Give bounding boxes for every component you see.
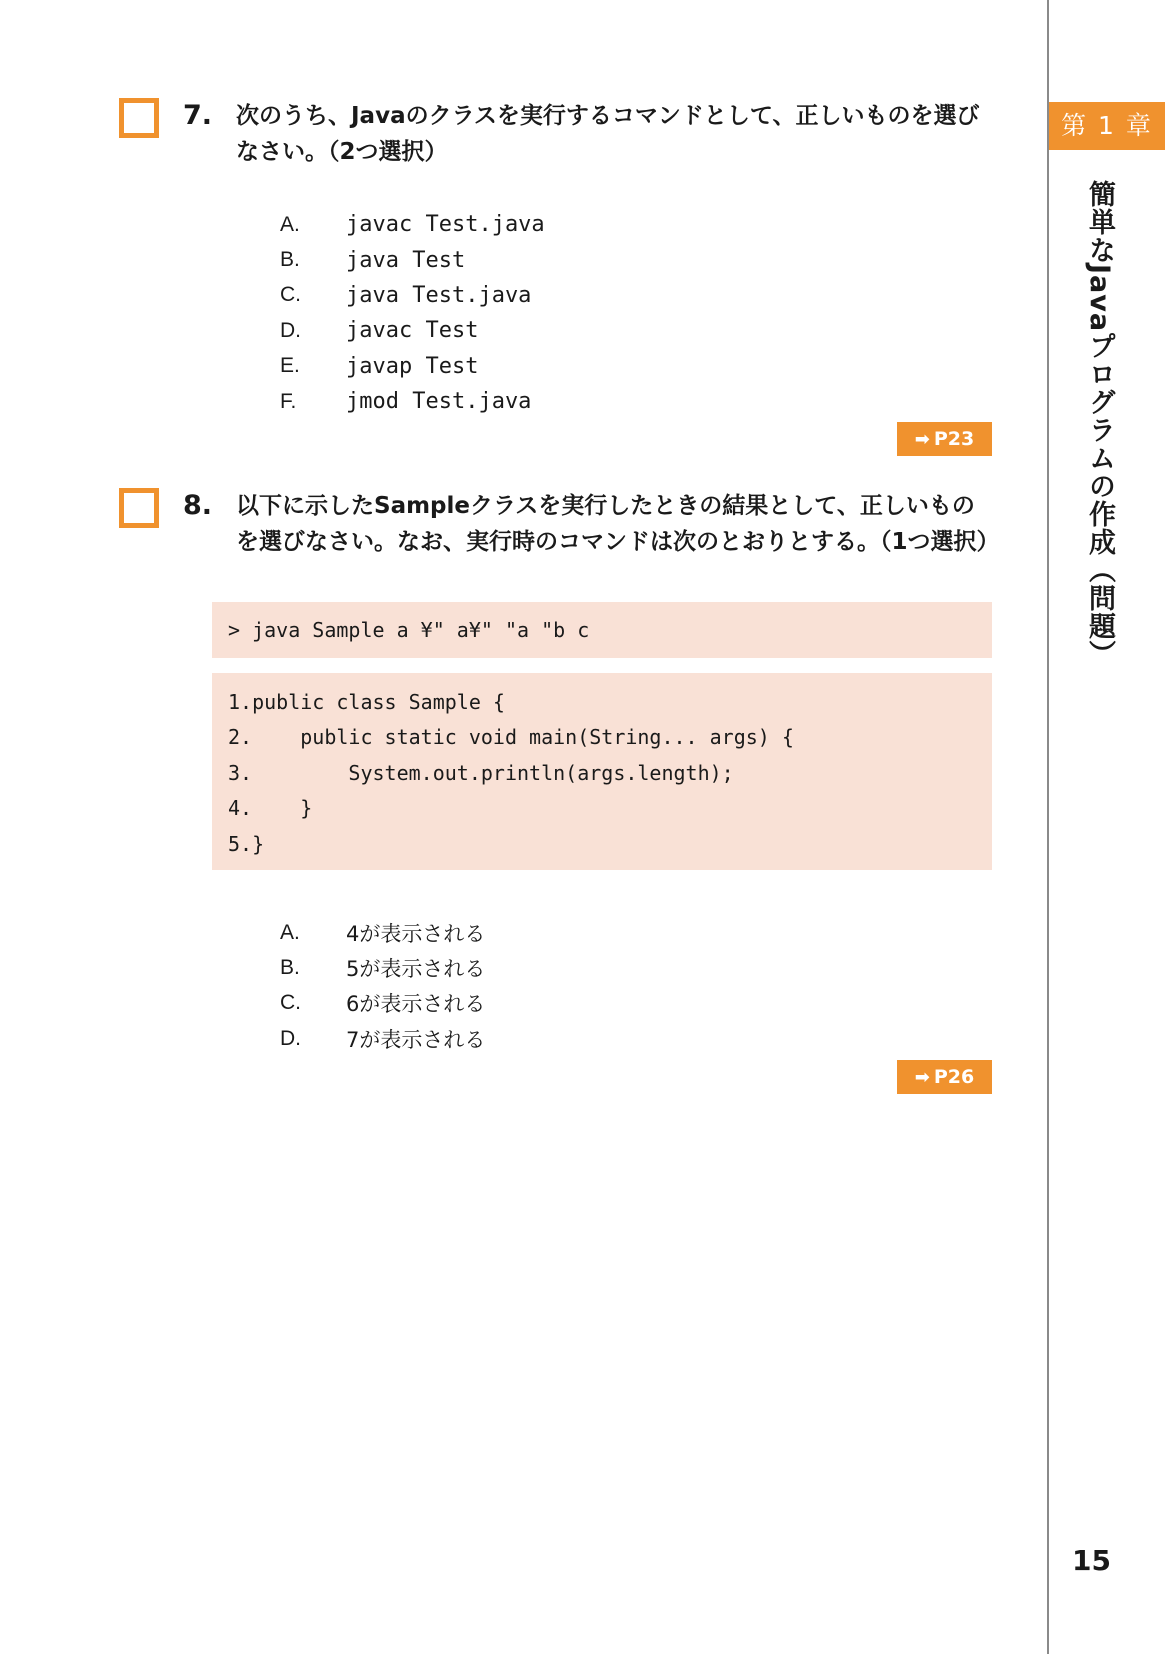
choice-item (280, 278, 545, 313)
code-line: 5.} (228, 831, 265, 856)
code-line: 2. public static void main(String... args) { (228, 725, 794, 750)
sidebar-divider (1047, 0, 1049, 1654)
question-7-choices (280, 207, 545, 419)
choice-item (280, 242, 545, 277)
choice-item (280, 313, 545, 348)
choice-text: jmod Test.java (346, 389, 532, 415)
choice-letter: C. (280, 991, 301, 1015)
question-8-checkbox[interactable] (119, 488, 159, 528)
choice-text: 5が表示される (346, 957, 486, 982)
question-7-reference-link[interactable] (897, 422, 992, 456)
choice-text: javac Test.java (346, 212, 545, 238)
question-8-reference-link[interactable] (897, 1060, 992, 1094)
choice-item (280, 384, 545, 419)
page-number: 15 (1072, 1544, 1111, 1577)
choice-letter: E. (280, 354, 300, 378)
question-8-number: 8. (183, 490, 213, 521)
chapter-tab: 第 1 章 (1049, 102, 1165, 150)
code-line: 3. System.out.println(args.length); (228, 760, 734, 785)
choice-item (280, 950, 485, 985)
choice-text: 6が表示される (346, 992, 486, 1017)
choice-letter: D. (280, 1026, 301, 1050)
question-8-text: 以下に示したSampleクラスを実行したときの結果として、正しいものを選びなさい。なお、実行時のコマンドは次のとおりとする。（1つ選択） (236, 493, 1000, 555)
command-box (212, 602, 992, 658)
choice-text: 7が表示される (346, 1027, 486, 1052)
choice-letter: A. (280, 212, 300, 236)
choice-text: 4が表示される (346, 921, 486, 946)
choice-item (280, 349, 545, 384)
choice-item (280, 986, 485, 1021)
choice-item (280, 915, 485, 950)
command-line: > java Sample a ¥" a¥" "a "b c (228, 618, 590, 642)
question-7-checkbox[interactable] (119, 98, 159, 138)
choice-text: javap Test (346, 353, 479, 379)
choice-letter: B. (280, 956, 300, 980)
question-7-number: 7. (183, 100, 213, 131)
choice-item (280, 207, 545, 242)
choice-item (280, 1021, 485, 1056)
choice-letter: B. (280, 248, 300, 272)
arrow-right-icon: ➡ (914, 429, 930, 450)
choice-text: java Test.java (346, 282, 532, 308)
choice-letter: D. (280, 318, 301, 342)
choice-letter: C. (280, 283, 301, 307)
arrow-right-icon: ➡ (914, 1067, 930, 1088)
chapter-title: 簡単なJavaプログラムの作成（問題） (1084, 180, 1115, 669)
question-7-text: 次のうち、Javaのクラスを実行するコマンドとして、正しいものを選びなさい。（2つ選択） (236, 103, 980, 165)
code-line: 4. } (228, 796, 313, 821)
code-line: 1.public class Sample { (228, 690, 505, 714)
choice-text: javac Test (346, 318, 479, 344)
reference-page: P26 (933, 1066, 975, 1088)
choice-text: java Test (346, 247, 466, 273)
choice-letter: A. (280, 920, 300, 944)
choice-letter: F. (280, 389, 297, 413)
question-8-choices (280, 915, 485, 1057)
reference-page: P23 (933, 428, 975, 450)
source-code-box (212, 673, 992, 870)
